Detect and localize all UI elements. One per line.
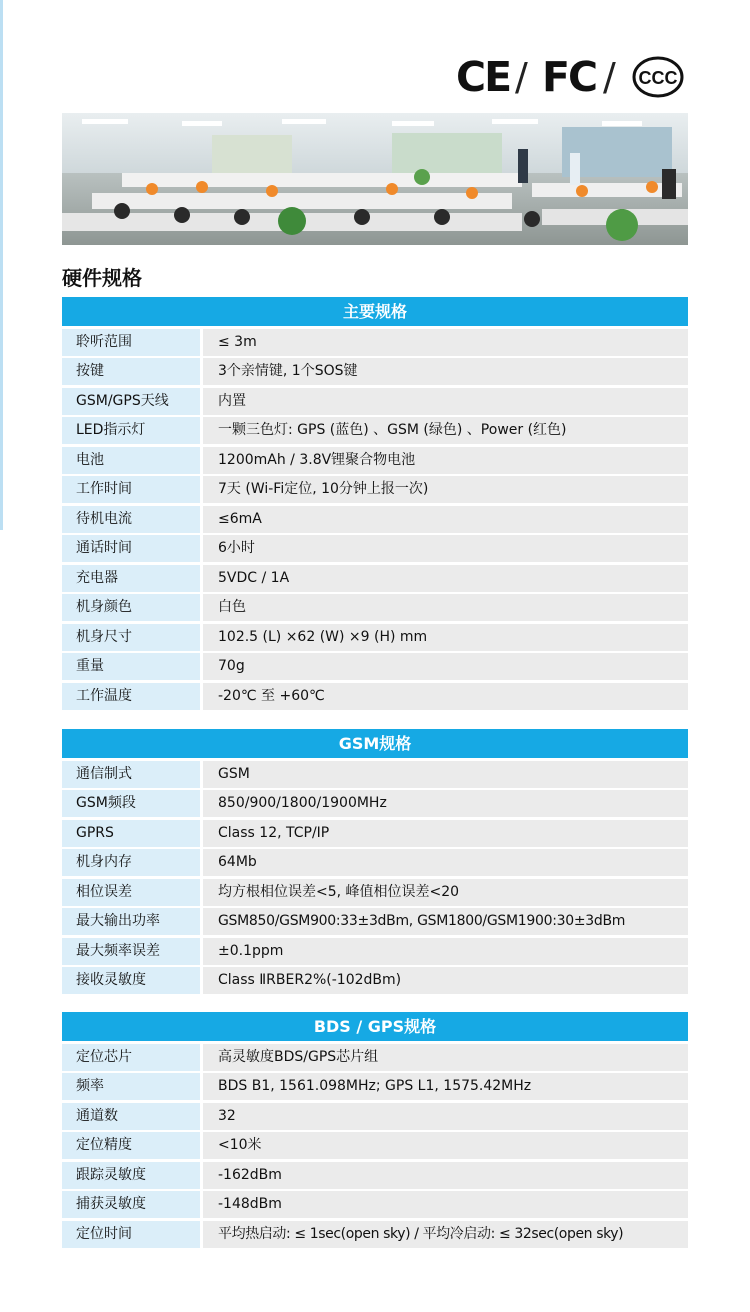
office-photo (62, 113, 688, 245)
row-value: 1200mAh / 3.8V锂聚合物电池 (203, 447, 688, 474)
table-row (62, 329, 688, 356)
row-label: 最大输出功率 (62, 908, 200, 935)
table-row (62, 879, 688, 906)
main-spec-table (62, 297, 688, 710)
row-label: 通道数 (62, 1103, 200, 1130)
certification-logos (452, 52, 692, 104)
row-value: 70g (203, 653, 688, 680)
row-label: GSM频段 (62, 790, 200, 817)
left-edge-accent (0, 0, 3, 530)
row-value: ±0.1ppm (203, 938, 688, 965)
row-label: GSM/GPS天线 (62, 388, 200, 415)
row-label: 重量 (62, 653, 200, 680)
row-label: 定位精度 (62, 1132, 200, 1159)
table-row (62, 447, 688, 474)
row-value: -148dBm (203, 1191, 688, 1218)
row-label: 频率 (62, 1073, 200, 1100)
table-row (62, 624, 688, 651)
bds-gps-spec-table (62, 1012, 688, 1248)
table-row (62, 506, 688, 533)
table-row (62, 761, 688, 788)
row-value: 一颗三色灯: GPS (蓝色) 、GSM (绿色) 、Power (红色) (203, 417, 688, 444)
table-header: GSM规格 (62, 729, 688, 758)
ce-mark-icon: CE (456, 53, 511, 101)
row-value: GSM (203, 761, 688, 788)
table-row (62, 535, 688, 562)
row-value: -20℃ 至 +60℃ (203, 683, 688, 710)
row-value: 内置 (203, 388, 688, 415)
row-label: 定位芯片 (62, 1044, 200, 1071)
row-label: 捕获灵敏度 (62, 1191, 200, 1218)
table-row (62, 908, 688, 935)
table-row (62, 653, 688, 680)
row-value: 白色 (203, 594, 688, 621)
row-value: 64Mb (203, 849, 688, 876)
row-label: 通信制式 (62, 761, 200, 788)
table-header: BDS / GPS规格 (62, 1012, 688, 1041)
row-label: 机身内存 (62, 849, 200, 876)
row-label: 机身颜色 (62, 594, 200, 621)
row-value: 102.5 (L) ×62 (W) ×9 (H) mm (203, 624, 688, 651)
row-value: 高灵敏度BDS/GPS芯片组 (203, 1044, 688, 1071)
row-label: 接收灵敏度 (62, 967, 200, 994)
row-value: Class 12, TCP/IP (203, 820, 688, 847)
ccc-mark-icon (632, 56, 684, 98)
row-value: 6小时 (203, 535, 688, 562)
row-value: 3个亲情键, 1个SOS键 (203, 358, 688, 385)
table-row (62, 565, 688, 592)
table-row (62, 594, 688, 621)
row-value: 850/900/1800/1900MHz (203, 790, 688, 817)
row-value: ≤ 3m (203, 329, 688, 356)
slash-separator: / (515, 55, 528, 99)
row-label: 按键 (62, 358, 200, 385)
row-value: GSM850/GSM900:33±3dBm, GSM1800/GSM1900:30±3dBm (203, 908, 688, 935)
row-value: 5VDC / 1A (203, 565, 688, 592)
row-label: 相位误差 (62, 879, 200, 906)
table-row (62, 1103, 688, 1130)
table-row (62, 476, 688, 503)
table-row (62, 1073, 688, 1100)
row-value: ≤6mA (203, 506, 688, 533)
row-label: 定位时间 (62, 1221, 200, 1248)
section-title: 硬件规格 (62, 266, 142, 290)
row-label: 通话时间 (62, 535, 200, 562)
table-row (62, 683, 688, 710)
row-value: 7天 (Wi-Fi定位, 10分钟上报一次) (203, 476, 688, 503)
table-row (62, 790, 688, 817)
row-value: -162dBm (203, 1162, 688, 1189)
gsm-spec-table (62, 729, 688, 994)
row-label: 工作温度 (62, 683, 200, 710)
row-value: <10米 (203, 1132, 688, 1159)
table-row (62, 849, 688, 876)
row-label: 待机电流 (62, 506, 200, 533)
table-row (62, 820, 688, 847)
row-label: 最大频率误差 (62, 938, 200, 965)
table-row (62, 1221, 688, 1248)
table-row (62, 417, 688, 444)
ccc-text: CCC (638, 68, 678, 88)
table-row (62, 1132, 688, 1159)
row-value: Class ⅡRBER2%(-102dBm) (203, 967, 688, 994)
table-header: 主要规格 (62, 297, 688, 326)
fcc-mark-icon: FC (542, 53, 597, 101)
row-label: GPRS (62, 820, 200, 847)
table-row (62, 938, 688, 965)
table-row (62, 1044, 688, 1071)
row-label: 聆听范围 (62, 329, 200, 356)
row-value: 32 (203, 1103, 688, 1130)
row-label: 跟踪灵敏度 (62, 1162, 200, 1189)
table-row (62, 1191, 688, 1218)
row-value: BDS B1, 1561.098MHz; GPS L1, 1575.42MHz (203, 1073, 688, 1100)
table-row (62, 967, 688, 994)
row-label: LED指示灯 (62, 417, 200, 444)
row-label: 工作时间 (62, 476, 200, 503)
table-row (62, 358, 688, 385)
row-value: 平均热启动: ≤ 1sec(open sky) / 平均冷启动: ≤ 32sec(open sky) (203, 1221, 688, 1248)
row-label: 电池 (62, 447, 200, 474)
table-row (62, 1162, 688, 1189)
table-row (62, 388, 688, 415)
slash-separator: / (603, 55, 616, 99)
row-value: 均方根相位误差<5, 峰值相位误差<20 (203, 879, 688, 906)
row-label: 充电器 (62, 565, 200, 592)
row-label: 机身尺寸 (62, 624, 200, 651)
